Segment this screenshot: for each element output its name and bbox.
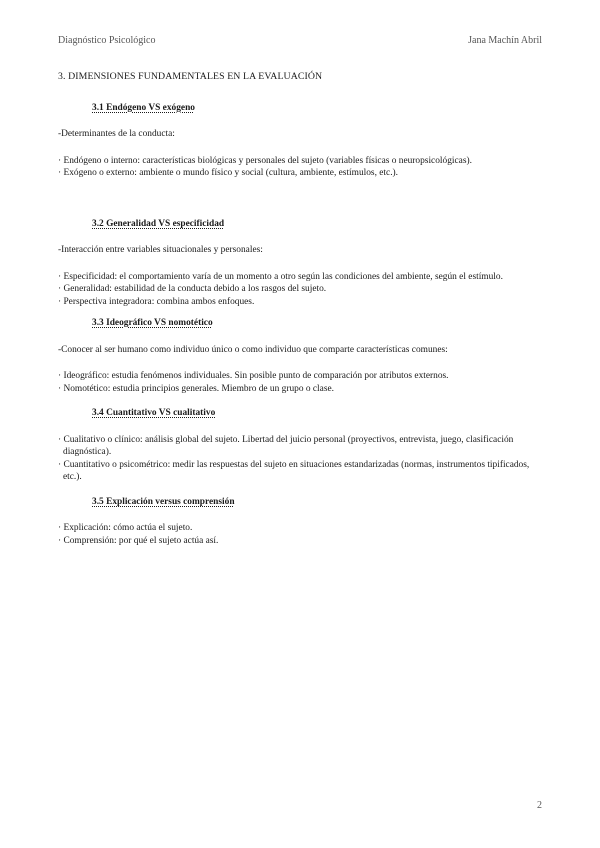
bullet-list-3-1 — [58, 155, 542, 180]
page-number: 2 — [537, 800, 542, 811]
bullet-list-3-5 — [58, 522, 542, 547]
list-item: · Nomotético: estudia principios generales. Miembro de un grupo o clase. — [58, 383, 334, 394]
list-item: · Exógeno o externo: ambiente o mundo físico y social (cultura, ambiente, estímulos, etc.). — [58, 168, 399, 178]
main-heading: 3. DIMENSIONES FUNDAMENTALES EN LA EVALUACIÓN — [58, 71, 323, 82]
bullet-list-3-4 — [58, 434, 542, 484]
header-document-title: Diagnóstico Psicológico — [58, 35, 156, 46]
section-heading-3-5: 3.5 Explicación versus comprensión — [92, 496, 235, 507]
bullet-list-3-3 — [58, 370, 542, 395]
bullet-list-3-2 — [58, 271, 542, 309]
section-heading-3-4: 3.4 Cuantitativo VS cualitativo — [92, 408, 216, 418]
section-heading-3-1: 3.1 Endógeno VS exógeno — [92, 102, 195, 113]
document-body — [58, 71, 542, 547]
section-intro-3-3: -Conocer al ser humano como individuo único o como individuo que comparte características comunes: — [58, 344, 448, 355]
list-item: · Perspectiva integradora: combina ambos enfoques. — [58, 296, 255, 307]
list-item: · Comprensión: por qué el sujeto actúa así. — [58, 535, 219, 546]
list-item: · Cualitativo o clínico: análisis global del sujeto. Libertad del juicio personal (proyectivos, entrevista, juego, clasificación diagnóstica). — [58, 434, 514, 457]
header-author: Jana Machín Abril — [468, 35, 542, 46]
list-item: · Endógeno o interno: características biológicas y personales del sujeto (variables físicas o neuropsicológicas). — [58, 155, 472, 166]
list-item: · Generalidad: estabilidad de la conducta debido a los rasgos del sujeto. — [58, 284, 327, 294]
list-item: · Explicación: cómo actúa el sujeto. — [58, 523, 193, 533]
section-intro-3-2: -Interacción entre variables situacionales y personales: — [58, 245, 263, 255]
list-item: · Especificidad: el comportamiento varía de un momento a otro según las condiciones del ambiente, según el estímulo. — [58, 271, 503, 282]
section-heading-3-3: 3.3 Ideográfico VS nomotético — [92, 318, 213, 328]
section-heading-3-2: 3.2 Generalidad VS especificidad — [92, 218, 225, 229]
section-intro-3-1: -Determinantes de la conducta: — [58, 129, 175, 139]
list-item: · Ideográfico: estudia fenómenos individuales. Sin posible punto de comparación por atributos externos. — [58, 371, 449, 381]
list-item: · Cuantitativo o psicométrico: medir las respuestas del sujeto en situaciones estandarizadas (normas, instrumentos tipificados, etc.). — [58, 459, 530, 482]
